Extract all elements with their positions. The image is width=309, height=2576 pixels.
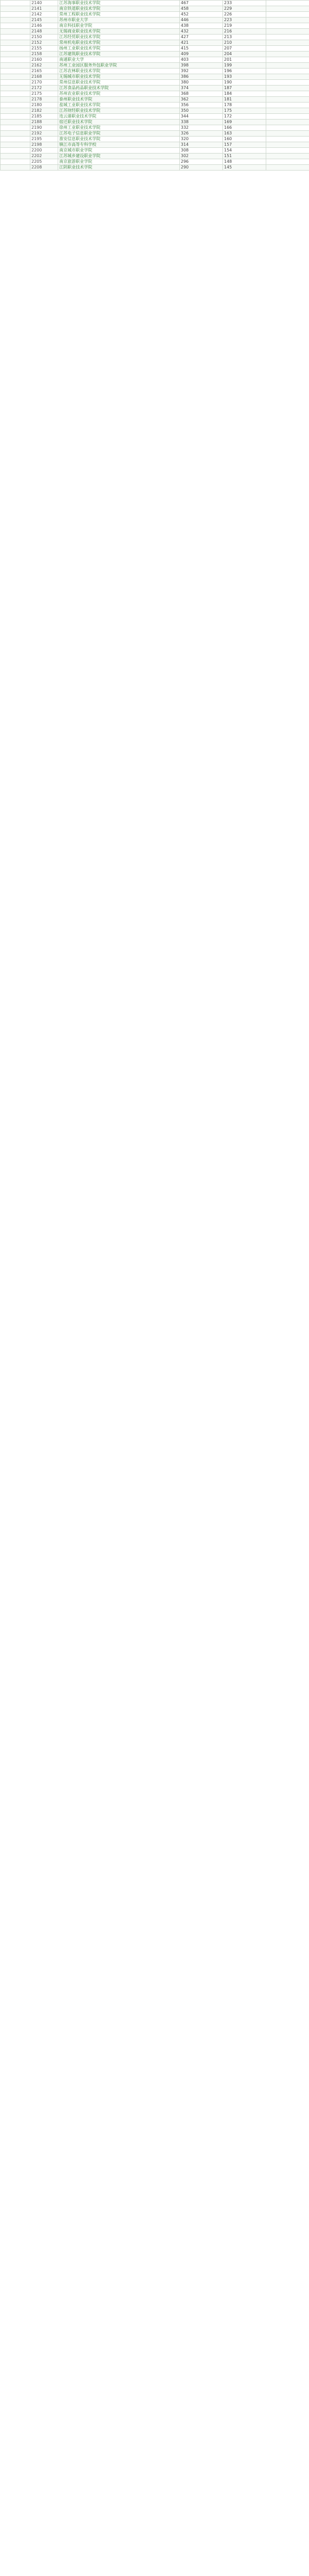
score-cell-1: 380 bbox=[180, 80, 223, 86]
school-name-cell: 扬州工业职业技术学院 bbox=[58, 46, 180, 52]
score-cell-3 bbox=[266, 6, 309, 12]
school-name-cell: 镇江市高等专科学校 bbox=[58, 142, 180, 148]
category-cell bbox=[1, 154, 30, 159]
score-cell-3 bbox=[266, 154, 309, 159]
score-cell-1: 314 bbox=[180, 142, 223, 148]
score-cell-2: 157 bbox=[223, 142, 266, 148]
score-cell-1: 350 bbox=[180, 108, 223, 114]
table-row bbox=[1, 6, 309, 12]
score-cell-2: 201 bbox=[223, 57, 266, 63]
table-row bbox=[1, 57, 309, 63]
category-cell bbox=[1, 137, 30, 142]
school-name-cell: 常州工程职业技术学院 bbox=[58, 12, 180, 18]
score-cell-3 bbox=[266, 1, 309, 6]
school-name-cell: 无锡城市职业技术学院 bbox=[58, 74, 180, 80]
school-name-cell: 苏州农业职业技术学院 bbox=[58, 91, 180, 97]
category-cell bbox=[1, 12, 30, 18]
score-cell-2: 190 bbox=[223, 80, 266, 86]
table-row bbox=[1, 108, 309, 114]
code-cell: 2188 bbox=[30, 120, 58, 125]
score-cell-3 bbox=[266, 57, 309, 63]
score-cell-2: 199 bbox=[223, 63, 266, 69]
score-cell-1: 332 bbox=[180, 125, 223, 131]
score-cell-3 bbox=[266, 120, 309, 125]
school-name-cell: 无锡商业职业技术学院 bbox=[58, 29, 180, 35]
score-cell-3 bbox=[266, 63, 309, 69]
code-cell: 2192 bbox=[30, 131, 58, 137]
score-cell-2: 175 bbox=[223, 108, 266, 114]
school-name-cell: 连云港职业技术学院 bbox=[58, 114, 180, 120]
code-cell: 2162 bbox=[30, 63, 58, 69]
table-row bbox=[1, 40, 309, 46]
score-cell-3 bbox=[266, 125, 309, 131]
school-name-cell: 江苏财经职业技术学院 bbox=[58, 108, 180, 114]
school-name-cell: 宿迁职业技术学院 bbox=[58, 120, 180, 125]
score-cell-2: 193 bbox=[223, 74, 266, 80]
score-cell-3 bbox=[266, 131, 309, 137]
score-cell-3 bbox=[266, 159, 309, 165]
table-row bbox=[1, 1, 309, 6]
score-cell-2: 187 bbox=[223, 86, 266, 91]
score-cell-1: 356 bbox=[180, 103, 223, 108]
score-cell-1: 338 bbox=[180, 120, 223, 125]
score-cell-3 bbox=[266, 52, 309, 57]
code-cell: 2160 bbox=[30, 57, 58, 63]
table-row bbox=[1, 154, 309, 159]
score-cell-1: 467 bbox=[180, 1, 223, 6]
school-name-cell: 南京旅游职业学院 bbox=[58, 159, 180, 165]
score-cell-2: 145 bbox=[223, 165, 266, 171]
score-cell-3 bbox=[266, 12, 309, 18]
category-cell bbox=[1, 91, 30, 97]
code-cell: 2170 bbox=[30, 80, 58, 86]
score-cell-3 bbox=[266, 74, 309, 80]
table-row bbox=[1, 159, 309, 165]
category-cell bbox=[1, 63, 30, 69]
code-cell: 2182 bbox=[30, 108, 58, 114]
score-cell-1: 308 bbox=[180, 148, 223, 154]
score-cell-3 bbox=[266, 35, 309, 40]
score-cell-2: 160 bbox=[223, 137, 266, 142]
category-cell bbox=[1, 23, 30, 29]
category-cell bbox=[1, 97, 30, 103]
score-cell-1: 290 bbox=[180, 165, 223, 171]
score-cell-1: 415 bbox=[180, 46, 223, 52]
table-row bbox=[1, 12, 309, 18]
table-row bbox=[1, 29, 309, 35]
score-cell-1: 432 bbox=[180, 29, 223, 35]
school-name-cell: 泰州职业技术学院 bbox=[58, 97, 180, 103]
school-name-cell: 徐州工业职业技术学院 bbox=[58, 125, 180, 131]
score-cell-2: 154 bbox=[223, 148, 266, 154]
category-cell bbox=[1, 148, 30, 154]
table-row bbox=[1, 114, 309, 120]
code-cell: 2155 bbox=[30, 46, 58, 52]
school-name-cell: 常州机电职业技术学院 bbox=[58, 40, 180, 46]
score-cell-3 bbox=[266, 114, 309, 120]
table-row bbox=[1, 148, 309, 154]
school-name-cell: 南京城市职业学院 bbox=[58, 148, 180, 154]
score-cell-1: 421 bbox=[180, 40, 223, 46]
score-cell-2: 151 bbox=[223, 154, 266, 159]
score-cell-2: 178 bbox=[223, 103, 266, 108]
score-cell-1: 438 bbox=[180, 23, 223, 29]
score-cell-2: 196 bbox=[223, 69, 266, 74]
category-cell bbox=[1, 46, 30, 52]
score-cell-3 bbox=[266, 91, 309, 97]
score-cell-2: 181 bbox=[223, 97, 266, 103]
score-cell-3 bbox=[266, 97, 309, 103]
score-cell-1: 409 bbox=[180, 52, 223, 57]
code-cell: 2185 bbox=[30, 114, 58, 120]
table-row bbox=[1, 131, 309, 137]
category-cell bbox=[1, 69, 30, 74]
score-cell-2: 223 bbox=[223, 18, 266, 23]
code-cell: 2140 bbox=[30, 1, 58, 6]
category-cell bbox=[1, 131, 30, 137]
category-cell bbox=[1, 52, 30, 57]
category-cell bbox=[1, 125, 30, 131]
score-cell-1: 403 bbox=[180, 57, 223, 63]
score-cell-2: 163 bbox=[223, 131, 266, 137]
code-cell: 2208 bbox=[30, 165, 58, 171]
score-cell-3 bbox=[266, 69, 309, 74]
code-cell: 2195 bbox=[30, 137, 58, 142]
code-cell: 2158 bbox=[30, 52, 58, 57]
score-cell-3 bbox=[266, 148, 309, 154]
school-name-cell: 南通职业大学 bbox=[58, 57, 180, 63]
score-cell-1: 427 bbox=[180, 35, 223, 40]
code-cell: 2148 bbox=[30, 29, 58, 35]
code-cell: 2205 bbox=[30, 159, 58, 165]
code-cell: 2190 bbox=[30, 125, 58, 131]
category-cell bbox=[1, 35, 30, 40]
score-cell-3 bbox=[266, 165, 309, 171]
code-cell: 2180 bbox=[30, 103, 58, 108]
score-cell-2: 210 bbox=[223, 40, 266, 46]
school-name-cell: 江苏建筑职业技术学院 bbox=[58, 52, 180, 57]
category-cell bbox=[1, 114, 30, 120]
table-row bbox=[1, 120, 309, 125]
score-cell-1: 446 bbox=[180, 18, 223, 23]
table-body bbox=[1, 1, 309, 171]
table-row bbox=[1, 103, 309, 108]
school-name-cell: 淮安信息职业技术学院 bbox=[58, 137, 180, 142]
score-cell-2: 166 bbox=[223, 125, 266, 131]
code-cell: 2150 bbox=[30, 35, 58, 40]
table-row bbox=[1, 125, 309, 131]
code-cell: 2146 bbox=[30, 23, 58, 29]
category-cell bbox=[1, 86, 30, 91]
score-cell-1: 374 bbox=[180, 86, 223, 91]
score-cell-2: 226 bbox=[223, 12, 266, 18]
school-name-cell: 江苏电子信息职业学院 bbox=[58, 131, 180, 137]
score-cell-2: 207 bbox=[223, 46, 266, 52]
category-cell bbox=[1, 74, 30, 80]
table-row bbox=[1, 63, 309, 69]
school-name-cell: 苏州工业园区服务外包职业学院 bbox=[58, 63, 180, 69]
code-cell: 2200 bbox=[30, 148, 58, 154]
score-cell-2: 233 bbox=[223, 1, 266, 6]
school-name-cell: 盐城工业职业技术学院 bbox=[58, 103, 180, 108]
table-row bbox=[1, 137, 309, 142]
score-cell-2: 172 bbox=[223, 114, 266, 120]
score-cell-1: 452 bbox=[180, 12, 223, 18]
score-cell-3 bbox=[266, 80, 309, 86]
code-cell: 2141 bbox=[30, 6, 58, 12]
code-cell: 2202 bbox=[30, 154, 58, 159]
score-cell-1: 320 bbox=[180, 137, 223, 142]
category-cell bbox=[1, 6, 30, 12]
admission-score-table bbox=[0, 0, 309, 171]
code-cell: 2145 bbox=[30, 18, 58, 23]
code-cell: 2178 bbox=[30, 97, 58, 103]
score-cell-2: 216 bbox=[223, 29, 266, 35]
code-cell: 2142 bbox=[30, 12, 58, 18]
school-name-cell: 江苏城乡建设职业学院 bbox=[58, 154, 180, 159]
category-cell bbox=[1, 103, 30, 108]
table-row bbox=[1, 142, 309, 148]
score-cell-3 bbox=[266, 46, 309, 52]
score-cell-1: 458 bbox=[180, 6, 223, 12]
code-cell: 2172 bbox=[30, 86, 58, 91]
table-row bbox=[1, 69, 309, 74]
category-cell bbox=[1, 142, 30, 148]
category-cell bbox=[1, 165, 30, 171]
score-cell-2: 148 bbox=[223, 159, 266, 165]
school-name-cell: 江苏农林职业技术学院 bbox=[58, 69, 180, 74]
table-row bbox=[1, 91, 309, 97]
score-cell-3 bbox=[266, 29, 309, 35]
school-name-cell: 江苏食品药品职业技术学院 bbox=[58, 86, 180, 91]
score-cell-3 bbox=[266, 86, 309, 91]
code-cell: 2175 bbox=[30, 91, 58, 97]
table-row bbox=[1, 52, 309, 57]
score-cell-3 bbox=[266, 137, 309, 142]
score-cell-2: 213 bbox=[223, 35, 266, 40]
school-name-cell: 江阴职业技术学院 bbox=[58, 165, 180, 171]
category-cell bbox=[1, 40, 30, 46]
category-cell bbox=[1, 1, 30, 6]
score-cell-1: 386 bbox=[180, 74, 223, 80]
table-row bbox=[1, 35, 309, 40]
category-cell bbox=[1, 29, 30, 35]
code-cell: 2165 bbox=[30, 69, 58, 74]
score-cell-1: 368 bbox=[180, 91, 223, 97]
table-row bbox=[1, 18, 309, 23]
school-name-cell: 江苏经贸职业技术学院 bbox=[58, 35, 180, 40]
table-row bbox=[1, 23, 309, 29]
score-cell-2: 204 bbox=[223, 52, 266, 57]
score-cell-1: 296 bbox=[180, 159, 223, 165]
table-row bbox=[1, 74, 309, 80]
code-cell: 2152 bbox=[30, 40, 58, 46]
table-row bbox=[1, 97, 309, 103]
school-name-cell: 常州信息职业技术学院 bbox=[58, 80, 180, 86]
code-cell: 2198 bbox=[30, 142, 58, 148]
category-cell bbox=[1, 108, 30, 114]
school-name-cell: 苏州市职业大学 bbox=[58, 18, 180, 23]
category-cell bbox=[1, 159, 30, 165]
score-cell-3 bbox=[266, 23, 309, 29]
category-cell bbox=[1, 120, 30, 125]
score-cell-2: 184 bbox=[223, 91, 266, 97]
table-row bbox=[1, 80, 309, 86]
school-name-cell: 南京科技职业学院 bbox=[58, 23, 180, 29]
school-name-cell: 江苏海事职业技术学院 bbox=[58, 1, 180, 6]
score-cell-2: 169 bbox=[223, 120, 266, 125]
category-cell bbox=[1, 57, 30, 63]
score-cell-1: 326 bbox=[180, 131, 223, 137]
score-cell-3 bbox=[266, 142, 309, 148]
code-cell: 2168 bbox=[30, 74, 58, 80]
score-cell-3 bbox=[266, 40, 309, 46]
category-cell bbox=[1, 80, 30, 86]
score-cell-1: 398 bbox=[180, 63, 223, 69]
score-cell-2: 219 bbox=[223, 23, 266, 29]
table-row bbox=[1, 46, 309, 52]
score-cell-1: 392 bbox=[180, 69, 223, 74]
score-cell-3 bbox=[266, 108, 309, 114]
score-cell-1: 302 bbox=[180, 154, 223, 159]
school-name-cell: 南京铁道职业技术学院 bbox=[58, 6, 180, 12]
table-row bbox=[1, 86, 309, 91]
score-cell-1: 362 bbox=[180, 97, 223, 103]
score-cell-3 bbox=[266, 18, 309, 23]
score-cell-2: 229 bbox=[223, 6, 266, 12]
table-row bbox=[1, 165, 309, 171]
category-cell bbox=[1, 18, 30, 23]
score-cell-1: 344 bbox=[180, 114, 223, 120]
score-cell-3 bbox=[266, 103, 309, 108]
